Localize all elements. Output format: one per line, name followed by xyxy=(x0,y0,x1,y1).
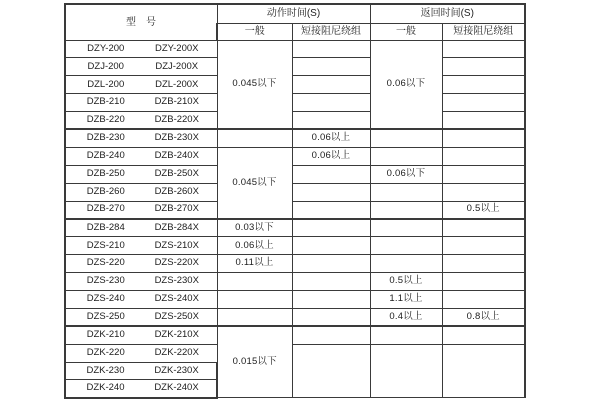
value-text: 0.015以下 xyxy=(232,356,277,368)
model-cell xyxy=(65,40,217,58)
action-damped-cell xyxy=(292,94,370,112)
model-number: DZK-220 xyxy=(86,346,125,358)
model-pair xyxy=(66,97,217,107)
action-damped-cell xyxy=(292,237,370,255)
table-row xyxy=(65,290,525,308)
table-row xyxy=(65,183,525,201)
model-pair xyxy=(66,80,217,90)
model-number: DZS-210X xyxy=(154,239,199,251)
model-number: DZK-240X xyxy=(154,382,199,394)
return-damped-cell xyxy=(442,129,525,147)
model-number: DZJ-200 xyxy=(87,60,124,72)
value-text: 0.5以上 xyxy=(466,203,500,215)
model-number: DZB-284 xyxy=(86,221,125,233)
action-general-cell xyxy=(217,255,292,273)
table-row xyxy=(65,273,525,291)
action-damped-cell xyxy=(292,183,370,201)
return-general-cell xyxy=(370,326,442,344)
action-damped-cell xyxy=(292,112,370,130)
return-damped-cell xyxy=(442,76,525,94)
value-text: 0.11以上 xyxy=(235,257,274,269)
model-number: DZB-260X xyxy=(154,185,199,197)
model-cell xyxy=(65,58,217,76)
action-general-cell xyxy=(217,237,292,255)
model-cell xyxy=(65,112,217,130)
return-general-cell xyxy=(370,147,442,165)
return-damped-cell xyxy=(442,201,525,219)
return-general-cell xyxy=(370,183,442,201)
model-number: DZB-230 xyxy=(86,132,125,144)
model-number: DZB-210 xyxy=(86,96,125,108)
model-pair xyxy=(66,383,216,393)
return-damped-cell xyxy=(442,219,525,237)
header-return-time-group: 返回时间(S) xyxy=(370,4,525,23)
table-body xyxy=(65,40,525,398)
return-damped-cell xyxy=(442,58,525,76)
model-cell xyxy=(65,165,217,183)
value-text: 0.8以上 xyxy=(466,310,500,322)
header-return-general: 一般 xyxy=(370,23,442,40)
table-row xyxy=(65,219,525,237)
table-row xyxy=(65,344,525,362)
model-cell xyxy=(65,201,217,219)
model-pair xyxy=(66,133,217,143)
action-damped-cell xyxy=(292,255,370,273)
model-cell xyxy=(65,219,217,237)
return-general-cell xyxy=(370,290,442,308)
return-general-cell xyxy=(370,129,442,147)
table-row xyxy=(65,129,525,147)
return-general-cell xyxy=(370,344,442,398)
header-action-general: 一般 xyxy=(217,23,292,40)
model-cell xyxy=(65,380,217,398)
model-pair xyxy=(66,44,217,54)
return-damped-cell xyxy=(442,165,525,183)
model-number: DZK-240 xyxy=(86,382,125,394)
value-text: 0.06以上 xyxy=(311,150,351,162)
model-pair xyxy=(66,151,217,161)
table-row xyxy=(65,255,525,273)
return-damped-cell xyxy=(442,183,525,201)
model-number: DZB-220X xyxy=(154,114,199,126)
table-row xyxy=(65,308,525,326)
action-damped-cell xyxy=(292,326,370,344)
return-general-cell xyxy=(370,255,442,273)
table-header xyxy=(65,4,525,40)
model-number: DZS-210 xyxy=(86,239,125,251)
model-number: DZS-250X xyxy=(154,310,199,322)
table-row xyxy=(65,326,525,344)
value-text: 0.06以下 xyxy=(386,78,426,90)
model-number: DZB-260 xyxy=(86,185,125,197)
table-row xyxy=(65,76,525,94)
return-damped-cell xyxy=(442,94,525,112)
model-number: DZS-230 xyxy=(86,275,125,287)
model-pair xyxy=(66,204,217,214)
model-number: DZK-230X xyxy=(154,364,199,376)
model-pair xyxy=(66,223,217,233)
action-general-cell xyxy=(217,290,292,308)
action-damped-cell xyxy=(292,273,370,291)
model-number: DZJ-200X xyxy=(155,60,199,72)
model-cell xyxy=(65,129,217,147)
model-number: DZK-210 xyxy=(86,329,125,341)
model-cell xyxy=(65,362,217,380)
model-pair xyxy=(66,258,217,268)
value-text: 0.4以上 xyxy=(389,310,423,322)
table-row xyxy=(65,165,525,183)
action-general-cell xyxy=(217,129,292,147)
action-general-cell xyxy=(217,219,292,237)
action-damped-cell xyxy=(292,308,370,326)
model-cell xyxy=(65,76,217,94)
value-text: 0.045以下 xyxy=(232,176,277,188)
model-number: DZY-200 xyxy=(87,42,125,54)
model-number: DZK-210X xyxy=(154,329,199,341)
value-text: 1.1以上 xyxy=(389,293,423,305)
action-damped-cell xyxy=(292,40,370,58)
return-general-cell xyxy=(370,308,442,326)
model-number: DZL-200 xyxy=(87,78,125,90)
model-number: DZY-200X xyxy=(155,42,199,54)
model-number: DZS-240 xyxy=(86,293,125,305)
action-general-cell xyxy=(217,147,292,219)
action-general-cell xyxy=(217,326,292,398)
value-text: 0.03以下 xyxy=(235,221,274,233)
return-damped-cell xyxy=(442,308,525,326)
model-cell xyxy=(65,273,217,291)
model-number: DZB-284X xyxy=(154,221,199,233)
header-model: 型 号 xyxy=(65,4,217,40)
model-number: DZS-220X xyxy=(154,257,199,269)
relay-spec-table xyxy=(64,3,526,399)
model-pair xyxy=(66,366,216,376)
table-row xyxy=(65,237,525,255)
return-damped-cell xyxy=(442,344,525,398)
action-damped-cell xyxy=(292,76,370,94)
action-damped-cell xyxy=(292,219,370,237)
model-pair xyxy=(66,115,217,125)
header-return-damped: 短接阻尼绕组 xyxy=(442,23,525,40)
header-action-time-group: 动作时间(S) xyxy=(217,4,370,23)
model-number: DZS-250 xyxy=(86,310,125,322)
model-cell xyxy=(65,326,217,344)
model-pair xyxy=(66,62,217,72)
model-number: DZK-230 xyxy=(86,364,125,376)
table-row xyxy=(65,147,525,165)
model-pair xyxy=(66,330,217,340)
value-text: 0.5以上 xyxy=(389,275,423,287)
model-pair xyxy=(66,187,217,197)
return-general-cell xyxy=(370,165,442,183)
value-text: 0.06以下 xyxy=(386,167,426,179)
action-damped-cell xyxy=(292,344,370,398)
model-pair xyxy=(66,169,217,179)
model-cell xyxy=(65,147,217,165)
table-row xyxy=(65,94,525,112)
table-row xyxy=(65,112,525,130)
model-pair xyxy=(66,294,217,304)
model-cell xyxy=(65,344,217,362)
model-number: DZB-220 xyxy=(86,114,125,126)
return-damped-cell xyxy=(442,40,525,58)
model-number: DZS-230X xyxy=(154,275,199,287)
model-cell xyxy=(65,237,217,255)
action-general-cell xyxy=(217,308,292,326)
action-damped-cell xyxy=(292,147,370,165)
table-row xyxy=(65,58,525,76)
model-number: DZS-240X xyxy=(154,293,199,305)
action-damped-cell xyxy=(292,290,370,308)
value-text: 0.06以上 xyxy=(311,132,351,144)
return-damped-cell xyxy=(442,255,525,273)
model-pair xyxy=(66,348,217,358)
table-row xyxy=(65,201,525,219)
model-number: DZB-270X xyxy=(154,203,199,215)
return-general-cell xyxy=(370,237,442,255)
return-general-cell xyxy=(370,273,442,291)
return-damped-cell xyxy=(442,112,525,130)
action-damped-cell xyxy=(292,165,370,183)
return-damped-cell xyxy=(442,290,525,308)
model-number: DZB-250X xyxy=(154,167,199,179)
return-general-cell xyxy=(370,40,442,129)
model-number: DZB-270 xyxy=(86,203,125,215)
return-general-cell xyxy=(370,219,442,237)
model-number: DZB-240X xyxy=(154,150,199,162)
return-damped-cell xyxy=(442,237,525,255)
return-general-cell xyxy=(370,201,442,219)
action-damped-cell xyxy=(292,129,370,147)
model-number: DZK-220X xyxy=(154,346,199,358)
action-general-cell xyxy=(217,273,292,291)
return-damped-cell xyxy=(442,273,525,291)
model-cell xyxy=(65,94,217,112)
model-cell xyxy=(65,255,217,273)
model-number: DZL-200X xyxy=(155,78,199,90)
model-number: DZB-230X xyxy=(154,132,199,144)
model-number: DZB-250 xyxy=(86,167,125,179)
model-cell xyxy=(65,308,217,326)
return-damped-cell xyxy=(442,326,525,344)
action-general-cell xyxy=(217,40,292,129)
model-pair xyxy=(66,276,217,286)
model-number: DZS-220 xyxy=(86,257,125,269)
action-damped-cell xyxy=(292,58,370,76)
return-damped-cell xyxy=(442,147,525,165)
model-pair xyxy=(66,312,217,322)
model-number: DZB-210X xyxy=(154,96,199,108)
model-pair xyxy=(66,241,217,251)
model-cell xyxy=(65,290,217,308)
value-text: 0.045以下 xyxy=(232,78,277,90)
action-damped-cell xyxy=(292,201,370,219)
header-action-damped: 短接阻尼绕组 xyxy=(292,23,370,40)
value-text: 0.06以上 xyxy=(235,239,274,251)
table-row xyxy=(65,40,525,58)
model-cell xyxy=(65,183,217,201)
model-number: DZB-240 xyxy=(86,150,125,162)
